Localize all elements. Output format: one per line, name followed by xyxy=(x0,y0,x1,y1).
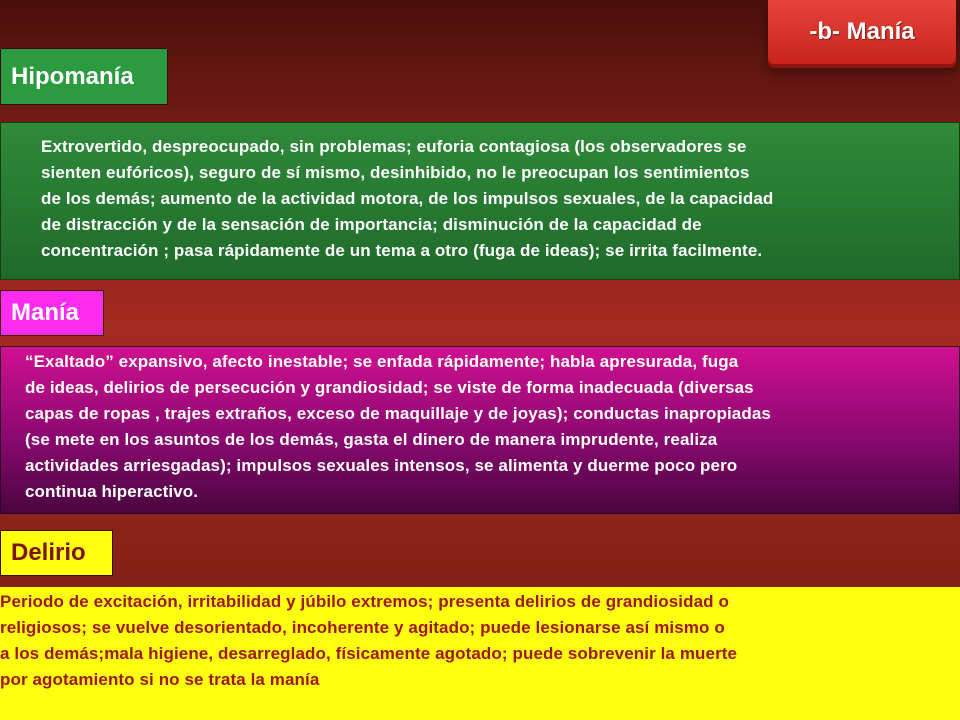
delirio-line: a los demás;mala higiene, desarreglado, físicamente agotado; puede sobrevenir la muerte xyxy=(0,644,738,663)
hipomania-description-box xyxy=(0,122,960,280)
hipomania-line: Extrovertido, despreocupado, sin problemas; euforia contagiosa (los observadores se xyxy=(41,137,747,156)
delirio-line: Periodo de excitación, irritabilidad y júbilo extremos; presenta delirios de grandiosidad o xyxy=(0,592,729,611)
mania-line: actividades arriesgadas); impulsos sexuales intensos, se alimenta y duerme poco pero xyxy=(25,456,738,475)
delirio-line: religiosos; se vuelve desorientado, incoherente y agitado; puede lesionarse así mismo o xyxy=(0,618,725,637)
slide-title-tag: -b- Manía xyxy=(768,0,956,64)
hipomania-line: concentración ; pasa rápidamente de un tema a otro (fuga de ideas); se irrita facilmente. xyxy=(41,241,763,260)
delirio-description-box xyxy=(0,587,960,720)
mania-line: de ideas, delirios de persecución y grandiosidad; se viste de forma inadecuada (diversas xyxy=(25,378,754,397)
hipomania-line: de distracción y de la sensación de importancia; disminución de la capacidad de xyxy=(41,215,702,234)
hipomania-line: de los demás; aumento de la actividad motora, de los impulsos sexuales, de la capacidad xyxy=(41,189,774,208)
mania-line: continua hiperactivo. xyxy=(25,482,199,501)
mania-line: (se mete en los asuntos de los demás, gasta el dinero de manera imprudente, realiza xyxy=(25,430,718,449)
mania-line: “Exaltado” expansivo, afecto inestable; se enfada rápidamente; habla apresurada, fuga xyxy=(25,352,739,371)
mania-label: Manía xyxy=(0,290,104,336)
delirio-label: Delirio xyxy=(0,530,113,576)
hipomania-line: sienten eufóricos), seguro de sí mismo, desinhibido, no le preocupan los sentimientos xyxy=(41,163,750,182)
hipomania-label: Hipomanía xyxy=(0,48,168,105)
mania-line: capas de ropas , trajes extraños, exceso de maquillaje y de joyas); conductas inapropiadas xyxy=(25,404,771,423)
mania-description-box xyxy=(0,346,960,514)
delirio-line: por agotamiento si no se trata la manía xyxy=(0,670,320,689)
